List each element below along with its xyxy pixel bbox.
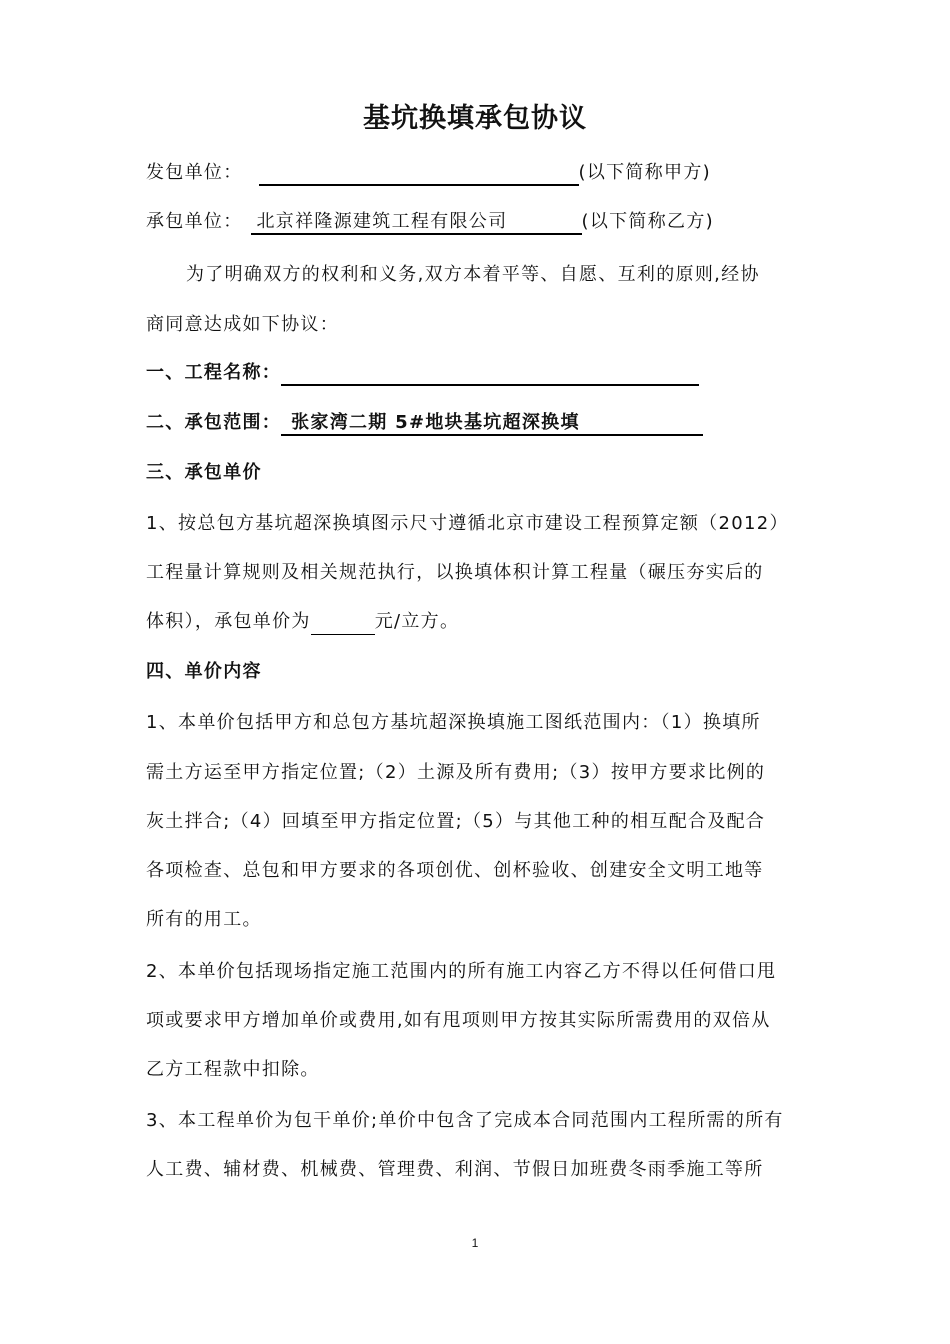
section-4-p2-line: 乙方工程款中扣除。: [146, 1059, 320, 1080]
project-name-blank: [281, 360, 699, 386]
intro-line-2: 商同意达成如下协议：: [146, 314, 339, 335]
section-3-p1-line-2: 工程量计算规则及相关规范执行，以换填体积计算工程量（碾压夯实后的: [146, 562, 764, 583]
intro-line-1: 为了明确双方的权利和义务,双方本着平等、自愿、互利的原则,经协: [186, 264, 760, 285]
unit-price-blank: [311, 612, 375, 635]
section-4-p1-line: 各项检查、总包和甲方要求的各项创优、创杯验收、创建安全文明工地等: [146, 860, 764, 881]
section-4-p3-line: 3、本工程单价为包干单价;单价中包含了完成本合同范围内工程所需的所有: [146, 1110, 784, 1131]
party-a-note: (以下简称甲方): [578, 162, 711, 183]
section-4-p1-line: 所有的用工。: [146, 909, 262, 930]
section-2-label: 二、承包范围：: [146, 412, 282, 433]
scope-value: 张家湾二期 5#地块基坑超深换填: [281, 410, 703, 436]
party-b-value: 北京祥隆源建筑工程有限公司: [251, 209, 582, 235]
section-3-heading: 三、承包单价: [146, 462, 262, 483]
party-a-line: [146, 160, 711, 186]
section-3-p1-line-1: 1、按总包方基坑超深换填图示尺寸遵循北京市建设工程预算定额（2012）: [146, 513, 789, 534]
unit-price-suffix: 元/立方。: [374, 611, 460, 632]
section-4-p1-line: 需土方运至甲方指定位置;（2）土源及所有费用;（3）按甲方要求比例的: [146, 762, 766, 783]
section-4-p1-line: 灰土拌合;（4）回填至甲方指定位置;（5）与其他工种的相互配合及配合: [146, 811, 766, 832]
section-3-p1-line-3: [146, 609, 459, 635]
section-2-line: [146, 410, 703, 436]
party-a-label: 发包单位：: [146, 162, 243, 183]
party-b-note: (以下简称乙方): [581, 211, 714, 232]
section-4-p2-line: 2、本单价包括现场指定施工范围内的所有施工内容乙方不得以任何借口甩: [146, 961, 777, 982]
section-4-p3-line: 人工费、辅材费、机械费、管理费、利润、节假日加班费冬雨季施工等所: [146, 1159, 764, 1180]
section-1-label: 一、工程名称：: [146, 362, 282, 383]
section-4-p2-line: 项或要求甲方增加单价或费用,如有甩项则甲方按其实际所需费用的双倍从: [146, 1010, 771, 1031]
unit-price-prefix: 体积），承包单价为: [146, 611, 311, 632]
page-number: 1: [471, 1236, 479, 1250]
party-b-label: 承包单位：: [146, 211, 243, 232]
section-1-line: [146, 360, 699, 386]
party-a-blank: [259, 160, 579, 186]
document-title: 基坑换填承包协议: [363, 103, 587, 134]
party-b-line: [146, 209, 714, 235]
section-4-p1-line: 1、本单价包括甲方和总包方基坑超深换填施工图纸范围内：（1）换填所: [146, 712, 761, 733]
section-4-heading: 四、单价内容: [146, 661, 262, 682]
